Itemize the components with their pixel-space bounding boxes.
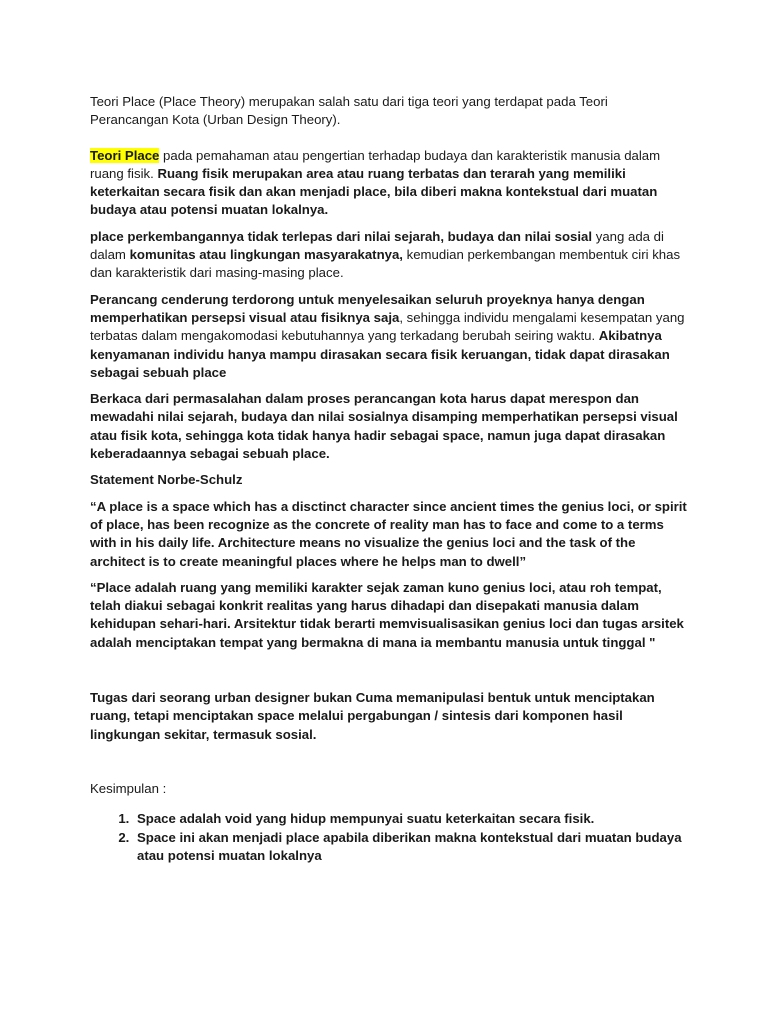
list-item: 2. Space ini akan menjadi place apabila diberikan makna kontekstual dari muatan budaya atau potensi muatan lokalnya	[133, 829, 688, 866]
kesimpulan-list	[90, 810, 688, 865]
place-development-paragraph	[90, 228, 688, 283]
p3-bold-text: place perkembangannya tidak terlepas dari nilai sejarah, budaya dan nilai sosial	[90, 228, 593, 244]
p2-normal-text: pada pemahaman atau pengertian terhadap budaya dan karakteristik manusia dalam ruang fisik.	[90, 147, 661, 181]
teori-place-paragraph	[90, 147, 688, 220]
kesimpulan-heading: Kesimpulan :	[90, 780, 167, 796]
p3-bold-text-b: komunitas atau lingkungan masyarakatnya,	[129, 247, 403, 263]
intro-paragraph: Teori Place (Place Theory) merupakan salah satu dari tiga teori yang terdapat pada Teori Perancangan Kota (Urban Design Theory).	[90, 94, 608, 128]
p4-bold-text-b: Akibatnya kenyamanan individu hanya mampu dirasakan secara fisik keruangan, tidak dapat dirasakan sebagai sebuah place	[90, 328, 670, 380]
list-item: 1. Space adalah void yang hidup mempunyai suatu keterkaitan secara fisik.	[133, 810, 688, 828]
p3-normal-text-b: kemudian perkembangan membentuk ciri khas dan karakteristik dari masing-masing place.	[90, 247, 681, 281]
designer-paragraph	[90, 291, 688, 382]
quote-indonesian: “Place adalah ruang yang memiliki karakter sejak zaman kuno genius loci, atau roh tempat, telah diakui sebagai konkrit realitas yang harus dihadapi dan disepakati manusia dalam kehidupan sehari-hari. Arsitektur tidak berarti memvisualisasikan genius loci dan tugas arsitek adalah menciptakan tempat yang bermakna di mana ia membantu manusia untuk tinggal "	[90, 579, 684, 650]
reflection-paragraph: Berkaca dari permasalahan dalam proses perancangan kota harus dapat merespon dan mewadahi nilai sejarah, budaya dan nilai sosialnya disamping memperhatikan persepsi visual atau fisik kota, sehingga kota tidak hanya hadir sebagai space, namun juga dapat dirasakan keberadaannya sebagai sebuah place.	[90, 391, 678, 462]
statement-heading: Statement Norbe-Schulz	[90, 472, 243, 488]
quote-english: “A place is a space which has a disctinct character since ancient times the genius loci, or spirit of place, has been recognize as the concrete of reality man has to face and come to a terms with in his daily life. Architecture means no visualize the genius loci and the task of the architect is to create meaningful places where he helps man to dwell”	[90, 498, 687, 569]
highlighted-term: Teori Place	[90, 147, 160, 163]
p3-normal-text-a: yang ada di dalam	[90, 228, 664, 263]
p4-bold-text-a: Perancang cenderung terdorong untuk menyelesaikan seluruh proyeknya hanya dengan memperhatikan persepsi visual atau fisiknya saja	[90, 291, 645, 325]
tugas-paragraph: Tugas dari seorang urban designer bukan Cuma memanipulasi bentuk untuk menciptakan ruang, tetapi menciptakan space melalui pergabungan / sintesis dari komponen hasil lingkungan sekitar, termasuk sosial.	[90, 690, 655, 742]
p4-normal-text: , sehingga individu mengalami kesempatan yang terbatas dalam mengakomodasi kebutuhannya yang terkadang berubah seiring waktu.	[90, 309, 685, 344]
p2-bold-text: Ruang fisik merupakan area atau ruang terbatas dan terarah yang memiliki keterkaitan secara fisik dan akan menjadi place, bila diberi makna kontekstual dari muatan budaya atau potensi muatan lokalnya.	[90, 165, 658, 218]
